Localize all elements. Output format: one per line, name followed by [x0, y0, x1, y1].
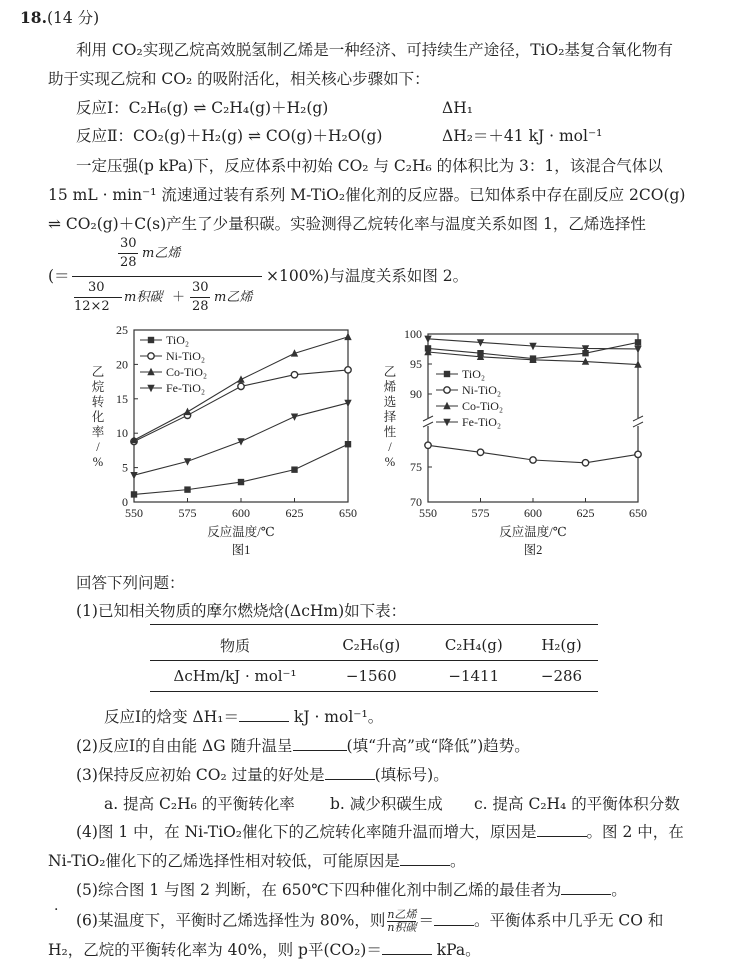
condition-line-2: 15 mL · min⁻¹ 流速通过装有系列 M-TiO₂催化剂的反应器。已知体系中存在副反应 2CO(g) [48, 186, 686, 204]
q2-answer-blank[interactable] [293, 736, 347, 751]
legend-label: Co-TiO₂ [166, 365, 208, 379]
reaction-1: 反应Ⅰ：C₂H₆(g) ⇌ C₂H₄(g)＋H₂(g) [76, 99, 329, 117]
formula-suffix: ×100%)与温度关系如图 2。 [266, 267, 469, 285]
table-header-row [150, 630, 598, 661]
intro-line-1: 利用 CO₂实现乙烷高效脱氢制乙烯是一种经济、可持续生产途径，TiO₂基复合氧化物有 [76, 41, 673, 59]
y-axis-label-char: 烯 [383, 380, 397, 394]
q6-text-b: ＝ [418, 911, 434, 930]
y-tick-label: 25 [116, 323, 128, 337]
legend-label: TiO₂ [462, 367, 486, 381]
y-tick-label: 15 [116, 391, 128, 406]
q3-answer-blank[interactable] [325, 765, 375, 780]
y-axis-label-char: 乙 [383, 365, 397, 379]
formula-den-a-num: 30 [88, 280, 105, 295]
q1-answer-line [104, 707, 383, 727]
q6-answer-blank-1[interactable] [434, 911, 474, 926]
legend-label: Ni-TiO₂ [462, 383, 502, 397]
legend-label: Co-TiO₂ [462, 399, 504, 413]
y-axis-label-char: / [388, 440, 392, 454]
q3-option-a: a. 提高 C₂H₆ 的平衡转化率 [104, 795, 295, 813]
y-axis-label-char: % [384, 455, 396, 469]
combustion-enthalpy-table [150, 630, 598, 692]
question-points: (14 分) [46, 9, 100, 27]
formula-den-b-var: m乙烯 [214, 290, 253, 305]
legend-marker [148, 353, 154, 359]
q6-fraction-num: n乙烯 [387, 908, 417, 921]
formula-den-a-var: m积碳 [124, 290, 163, 305]
q1-text-a: 反应Ⅰ的焓变 ΔH₁＝ [104, 708, 239, 726]
figure-2-chart [370, 320, 670, 565]
condition-line-1: 一定压强(p kPa)下，反应体系中初始 CO₂ 与 C₂H₆ 的体积比为 3：1，该混合气体以 [76, 157, 663, 175]
y-tick-label: 90 [410, 387, 422, 401]
data-point-TiO₂ [635, 339, 641, 345]
y-axis-label-char: 选 [383, 395, 397, 409]
y-tick-label: 0 [122, 495, 128, 509]
x-tick-label: 575 [471, 506, 490, 520]
legend-marker [148, 337, 154, 343]
data-point-Fe-TiO₂ [291, 413, 298, 420]
legend-marker [444, 387, 450, 393]
q3-line [76, 765, 449, 785]
legend-label: Fe-TiO₂ [462, 415, 502, 429]
x-tick-label: 575 [178, 506, 197, 520]
q6-text-c: 。平衡体系中几乎无 CO 和 [473, 911, 664, 930]
q3-option-b: b. 减少积碳生成 [330, 795, 443, 813]
table-header-cell: 物质 [219, 636, 250, 655]
formula-prefix: (＝ [48, 267, 70, 285]
q4-text-a: (4)图 1 中，在 Ni-TiO₂催化下的乙烷转化率随升温而增大，原因是 [76, 823, 537, 841]
q2-text-a: (2)反应Ⅰ的自由能 ΔG 随升温呈 [76, 737, 293, 755]
q4-line-2 [48, 851, 465, 871]
q6-text-a: (6)某温度下，平衡时乙烯选择性为 80%，则 [76, 911, 386, 930]
data-point-Ni-TiO₂ [635, 451, 641, 457]
q4-text-b: 。图 2 中，在 [586, 823, 684, 841]
question-header [20, 8, 99, 28]
data-point-Ni-TiO₂ [425, 442, 431, 448]
legend-label: TiO₂ [166, 333, 190, 347]
answers-heading: 回答下列问题： [76, 574, 185, 592]
table-row [150, 661, 598, 692]
table-header-cell: C₂H₆(g) [342, 636, 401, 654]
x-tick-label: 625 [285, 506, 304, 520]
q3-text-b: (填标号)。 [374, 766, 449, 784]
formula-den-b-num: 30 [192, 280, 209, 295]
table-header-cell: C₂H₄(g) [444, 636, 503, 654]
q1-answer-blank[interactable] [239, 707, 289, 722]
x-tick-label: 650 [629, 506, 647, 520]
chart-title: 图1 [231, 543, 251, 557]
data-point-Fe-TiO₂ [130, 472, 137, 479]
question-number: 18. [20, 8, 47, 27]
q6-fraction [387, 909, 416, 934]
series-line-TiO₂ [134, 444, 348, 494]
legend-marker [444, 371, 450, 377]
chart-title: 图2 [523, 543, 543, 557]
y-tick-label: 95 [410, 357, 422, 371]
legend-label: Fe-TiO₂ [166, 381, 206, 395]
condition-line-3: ⇌ CO₂(g)＋C(s)产生了少量积碳。实验测得乙烷转化率与温度关系如图 1，乙烯选择性 [48, 215, 646, 233]
data-point-Co-TiO₂ [237, 375, 244, 382]
y-tick-label: 20 [116, 357, 128, 372]
data-point-Co-TiO₂ [184, 408, 191, 415]
y-tick-label: 75 [410, 460, 422, 474]
data-point-TiO₂ [238, 479, 244, 485]
q4-text-c: Ni-TiO₂催化下的乙烯选择性相对较低，可能原因是 [48, 852, 400, 870]
data-point-Ni-TiO₂ [291, 372, 297, 378]
q6-line-2 [48, 940, 481, 960]
formula-den-a-den: 12×2 [74, 299, 110, 314]
x-tick-label: 625 [576, 506, 595, 520]
data-point-Ni-TiO₂ [238, 383, 244, 389]
table-top-rule [150, 624, 598, 625]
y-tick-label: 5 [122, 460, 128, 475]
q5-answer-blank[interactable] [561, 880, 611, 895]
figure-1-chart [80, 320, 380, 565]
data-point-TiO₂ [131, 491, 137, 497]
x-tick-label: 550 [419, 506, 437, 520]
table-cell: −1411 [448, 667, 500, 685]
q4-line-1 [76, 822, 684, 842]
data-point-TiO₂ [291, 466, 297, 472]
y-axis-label-char: 率 [91, 425, 105, 439]
x-tick-label: 550 [125, 506, 143, 520]
table-cell: −286 [540, 667, 583, 685]
q3-text-a: (3)保持反应初始 CO₂ 过量的好处是 [76, 766, 325, 784]
q6-fraction-den: n积碳 [387, 921, 417, 934]
selectivity-formula [48, 234, 468, 318]
x-axis-label: 反应温度/℃ [499, 525, 567, 539]
y-axis-label-char: 性 [383, 425, 397, 439]
data-point-Co-TiO₂ [344, 333, 351, 340]
margin-mark: · [54, 902, 59, 918]
intro-line-2: 助于实现乙烷和 CO₂ 的吸附活化，相关核心步骤如下： [48, 70, 430, 88]
q5-text-b: 。 [611, 881, 627, 899]
q1-text-b: kJ · mol⁻¹。 [293, 708, 384, 726]
x-tick-label: 600 [524, 506, 542, 520]
y-axis-label-char: 乙 [91, 365, 105, 379]
formula-main-bar [72, 276, 262, 277]
data-point-TiO₂ [184, 486, 190, 492]
formula-numerator-coef: 30 [120, 236, 137, 251]
q2-text-b: (填“升高”或“降低”)趋势。 [346, 737, 530, 755]
table-cell: −1560 [345, 667, 397, 685]
reaction-2-enthalpy: ΔH₂＝＋41 kJ · mol⁻¹ [442, 127, 603, 145]
q6-text-d: H₂，乙烷的平衡转化率为 40%，则 p平(CO₂)＝ [48, 941, 382, 959]
data-point-Ni-TiO₂ [530, 457, 536, 463]
y-axis-label-char: 转 [91, 395, 105, 409]
q6-text-e: kPa。 [436, 941, 481, 959]
x-tick-label: 600 [232, 506, 250, 520]
q4-answer-blank-1[interactable] [537, 822, 587, 837]
q2-line [76, 736, 530, 756]
q6-answer-blank-2[interactable] [382, 940, 432, 955]
data-point-Ni-TiO₂ [345, 367, 351, 373]
y-axis-label-char: 择 [383, 410, 397, 424]
q5-text-a: (5)综合图 1 与图 2 判断，在 650℃下四种催化剂中制乙烯的最佳者为 [76, 881, 562, 899]
formula-plus: ＋ [172, 290, 186, 305]
formula-numerator-var: m乙烯 [142, 246, 181, 261]
y-axis-label-char: % [92, 455, 104, 469]
formula-numerator-den: 28 [120, 255, 137, 270]
table-header-cell: H₂(g) [541, 636, 582, 654]
y-tick-label: 100 [404, 327, 422, 341]
legend-label: Ni-TiO₂ [166, 349, 206, 363]
reaction-2: 反应Ⅱ：CO₂(g)＋H₂(g) ⇌ CO(g)＋H₂O(g) [76, 127, 383, 145]
y-axis-label-char: / [96, 440, 100, 454]
reaction-1-enthalpy: ΔH₁ [442, 99, 473, 117]
q4-answer-blank-2[interactable] [400, 851, 450, 866]
y-tick-label: 10 [116, 426, 128, 441]
q6-line-1 [76, 909, 663, 934]
y-axis-label-char: 烷 [91, 380, 105, 394]
y-tick-label: 70 [410, 495, 422, 509]
y-axis-label-char: 化 [91, 410, 105, 424]
q1-intro: (1)已知相关物质的摩尔燃烧焓(ΔcHm)如下表： [76, 602, 407, 620]
x-axis-label: 反应温度/℃ [207, 525, 275, 539]
data-point-Ni-TiO₂ [477, 449, 483, 455]
q5-line [76, 880, 627, 900]
data-point-Ni-TiO₂ [582, 460, 588, 466]
q3-option-c: c. 提高 C₂H₄ 的平衡体积分数 [474, 795, 680, 813]
formula-den-b-den: 28 [192, 299, 209, 314]
q4-text-d: 。 [449, 852, 466, 870]
data-point-TiO₂ [345, 441, 351, 447]
x-tick-label: 650 [339, 506, 357, 520]
table-row-label: ΔcHm/kJ · mol⁻¹ [173, 667, 297, 685]
